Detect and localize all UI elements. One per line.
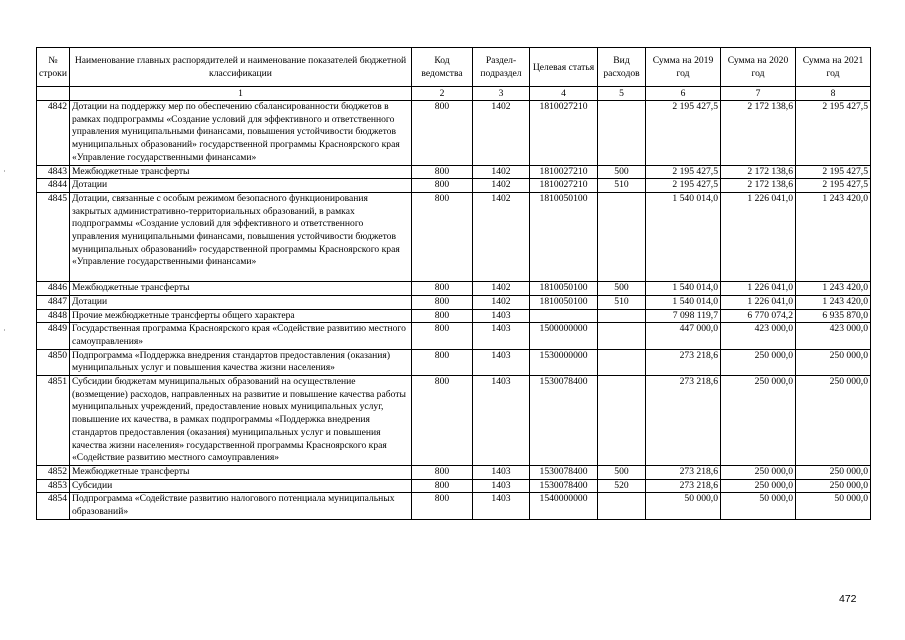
sum-2019: 1 540 014,0 (646, 295, 721, 309)
section-code: 1403 (473, 479, 530, 493)
table-row (37, 493, 871, 519)
sum-2021: 250 000,0 (796, 479, 871, 493)
section-code: 1402 (473, 101, 530, 166)
table-row (37, 465, 871, 479)
department-code: 800 (412, 493, 473, 519)
column-number: 6 (646, 87, 721, 101)
target-item: 1810027210 (530, 101, 598, 166)
row-number: 4848 (37, 309, 70, 323)
table-row (37, 479, 871, 493)
sum-2021: 250 000,0 (796, 465, 871, 479)
row-number: 4849 (37, 323, 70, 349)
sum-2020: 1 226 041,0 (721, 282, 796, 296)
section-code: 1403 (473, 376, 530, 466)
sum-2020: 2 172 138,6 (721, 165, 796, 179)
sum-2020: 250 000,0 (721, 479, 796, 493)
sum-2019: 1 540 014,0 (646, 282, 721, 296)
row-name: Дотации (70, 179, 412, 193)
header-department-code: Код ведомства (412, 48, 473, 87)
section-code: 1402 (473, 282, 530, 296)
column-number: 1 (70, 87, 412, 101)
table-row (37, 323, 871, 349)
table-row (37, 349, 871, 375)
section-code: 1402 (473, 295, 530, 309)
header-sum-2020: Сумма на 2020 год (721, 48, 796, 87)
row-number: 4845 (37, 192, 70, 281)
sum-2021: 2 195 427,5 (796, 165, 871, 179)
sum-2020: 1 226 041,0 (721, 192, 796, 281)
sum-2021: 423 000,0 (796, 323, 871, 349)
page-number: 472 (839, 593, 857, 605)
department-code: 800 (412, 376, 473, 466)
sum-2019: 273 218,6 (646, 349, 721, 375)
department-code: 800 (412, 295, 473, 309)
target-item: 1530078400 (530, 465, 598, 479)
target-item: 1540000000 (530, 493, 598, 519)
row-number: 4853 (37, 479, 70, 493)
expense-type (598, 376, 646, 466)
department-code: 800 (412, 179, 473, 193)
row-name: Межбюджетные трансферты (70, 282, 412, 296)
column-number-row (37, 87, 871, 101)
table-row (37, 165, 871, 179)
target-item: 1810027210 (530, 165, 598, 179)
row-number: 4847 (37, 295, 70, 309)
sum-2021: 2 195 427,5 (796, 179, 871, 193)
target-item: 1500000000 (530, 323, 598, 349)
department-code: 800 (412, 309, 473, 323)
section-code: 1403 (473, 349, 530, 375)
row-name: Подпрограмма «Содействие развитию налогового потенциала муниципальных образований» (70, 493, 412, 519)
table-row (37, 101, 871, 166)
row-number: 4843 (37, 165, 70, 179)
target-item: 1810050100 (530, 295, 598, 309)
sum-2021: 250 000,0 (796, 349, 871, 375)
row-name: Государственная программа Красноярского края «Содействие развитию местного самоуправления» (70, 323, 412, 349)
table-row (37, 282, 871, 296)
sum-2020: 50 000,0 (721, 493, 796, 519)
sum-2020: 1 226 041,0 (721, 295, 796, 309)
column-number: 2 (412, 87, 473, 101)
table-row (37, 179, 871, 193)
table-body (37, 101, 871, 520)
department-code: 800 (412, 323, 473, 349)
target-item: 1530000000 (530, 349, 598, 375)
table-row (37, 309, 871, 323)
row-number: 4851 (37, 376, 70, 466)
row-number: 4844 (37, 179, 70, 193)
sum-2021: 6 935 870,0 (796, 309, 871, 323)
department-code: 800 (412, 192, 473, 281)
row-name: Подпрограмма «Поддержка внедрения стандартов предоставления (оказания) муниципальных услуг и повышения качества жизни населения» (70, 349, 412, 375)
expense-type (598, 323, 646, 349)
row-number: 4850 (37, 349, 70, 375)
budget-table (36, 47, 871, 520)
expense-type: 500 (598, 282, 646, 296)
row-number: 4852 (37, 465, 70, 479)
sum-2021: 1 243 420,0 (796, 282, 871, 296)
target-item: 1530078400 (530, 479, 598, 493)
sum-2020: 250 000,0 (721, 376, 796, 466)
section-code: 1402 (473, 179, 530, 193)
budget-page (36, 47, 870, 520)
sum-2019: 7 098 119,7 (646, 309, 721, 323)
row-name: Дотации, связанные с особым режимом безопасного функционирования закрытых административно-территориальных образований, в рамках подпрограммы «Создание условий для эффективного и ответственного управления муниципальными финансами, повышения устойчивости бюджетов муниципальных образований» государственной программы Красноярского края «Управление государственными финансами» (70, 192, 412, 281)
table-row (37, 376, 871, 466)
header-sum-2019: Сумма на 2019 год (646, 48, 721, 87)
sum-2020: 6 770 074,2 (721, 309, 796, 323)
department-code: 800 (412, 282, 473, 296)
sum-2021: 50 000,0 (796, 493, 871, 519)
table-header (37, 48, 871, 101)
section-code: 1402 (473, 192, 530, 281)
sum-2021: 1 243 420,0 (796, 192, 871, 281)
section-code: 1402 (473, 165, 530, 179)
sum-2021: 1 243 420,0 (796, 295, 871, 309)
column-number (37, 87, 70, 101)
column-number: 4 (530, 87, 598, 101)
section-code: 1403 (473, 493, 530, 519)
row-name: Дотации (70, 295, 412, 309)
section-code: 1403 (473, 465, 530, 479)
row-number: 4842 (37, 101, 70, 166)
sum-2019: 50 000,0 (646, 493, 721, 519)
expense-type: 510 (598, 295, 646, 309)
sum-2020: 2 172 138,6 (721, 179, 796, 193)
department-code: 800 (412, 101, 473, 166)
row-number: 4854 (37, 493, 70, 519)
row-name: Дотации на поддержку мер по обеспечению сбалансированности бюджетов в рамках подпрограммы «Создание условий для эффективного и ответственного управления муниципальными финансами, повышения устойчивости бюджетов муниципальных образований» государственной программы Красноярского края «Управление государственными финансами» (70, 101, 412, 166)
expense-type: 500 (598, 165, 646, 179)
header-section: Раздел-подраздел (473, 48, 530, 87)
header-sum-2021: Сумма на 2021 год (796, 48, 871, 87)
sum-2019: 447 000,0 (646, 323, 721, 349)
column-number: 7 (721, 87, 796, 101)
header-target-item: Целевая статья (530, 48, 598, 87)
expense-type (598, 493, 646, 519)
scan-margin-mark (4, 170, 5, 172)
section-code: 1403 (473, 309, 530, 323)
expense-type (598, 309, 646, 323)
sum-2019: 2 195 427,5 (646, 101, 721, 166)
expense-type (598, 349, 646, 375)
target-item: 1530078400 (530, 376, 598, 466)
expense-type: 500 (598, 465, 646, 479)
sum-2021: 2 195 427,5 (796, 101, 871, 166)
expense-type: 520 (598, 479, 646, 493)
sum-2019: 273 218,6 (646, 465, 721, 479)
row-name: Субсидии (70, 479, 412, 493)
sum-2021: 250 000,0 (796, 376, 871, 466)
expense-type (598, 192, 646, 281)
column-number: 8 (796, 87, 871, 101)
target-item (530, 309, 598, 323)
scan-margin-mark (4, 329, 5, 331)
header-name: Наименование главных распорядителей и наименование показателей бюджетной классификации (70, 48, 412, 87)
row-name: Межбюджетные трансферты (70, 465, 412, 479)
column-number: 3 (473, 87, 530, 101)
row-name: Межбюджетные трансферты (70, 165, 412, 179)
sum-2019: 1 540 014,0 (646, 192, 721, 281)
header-expense-type: Вид расходов (598, 48, 646, 87)
target-item: 1810027210 (530, 179, 598, 193)
table-row (37, 295, 871, 309)
column-number: 5 (598, 87, 646, 101)
section-code: 1403 (473, 323, 530, 349)
department-code: 800 (412, 349, 473, 375)
table-row (37, 192, 871, 281)
target-item: 1810050100 (530, 192, 598, 281)
sum-2019: 2 195 427,5 (646, 165, 721, 179)
sum-2020: 423 000,0 (721, 323, 796, 349)
sum-2019: 273 218,6 (646, 479, 721, 493)
department-code: 800 (412, 465, 473, 479)
sum-2019: 2 195 427,5 (646, 179, 721, 193)
sum-2020: 250 000,0 (721, 349, 796, 375)
header-row-number: № строки (37, 48, 70, 87)
sum-2020: 250 000,0 (721, 465, 796, 479)
header-row (37, 48, 871, 87)
expense-type (598, 101, 646, 166)
department-code: 800 (412, 479, 473, 493)
row-name: Субсидии бюджетам муниципальных образований на осуществление (возмещение) расходов, направленных на развитие и повышение качества работы муниципальных учреждений, предоставление новых муниципальных услуг, повышение их качества, в рамках подпрограммы «Поддержка внедрения стандартов предоставления (оказания) муниципальных услуг и повышения качества жизни населения» государственной программы Красноярского края «Содействие развитию местного самоуправления» (70, 376, 412, 466)
sum-2020: 2 172 138,6 (721, 101, 796, 166)
row-number: 4846 (37, 282, 70, 296)
row-name: Прочие межбюджетные трансферты общего характера (70, 309, 412, 323)
target-item: 1810050100 (530, 282, 598, 296)
sum-2019: 273 218,6 (646, 376, 721, 466)
expense-type: 510 (598, 179, 646, 193)
department-code: 800 (412, 165, 473, 179)
